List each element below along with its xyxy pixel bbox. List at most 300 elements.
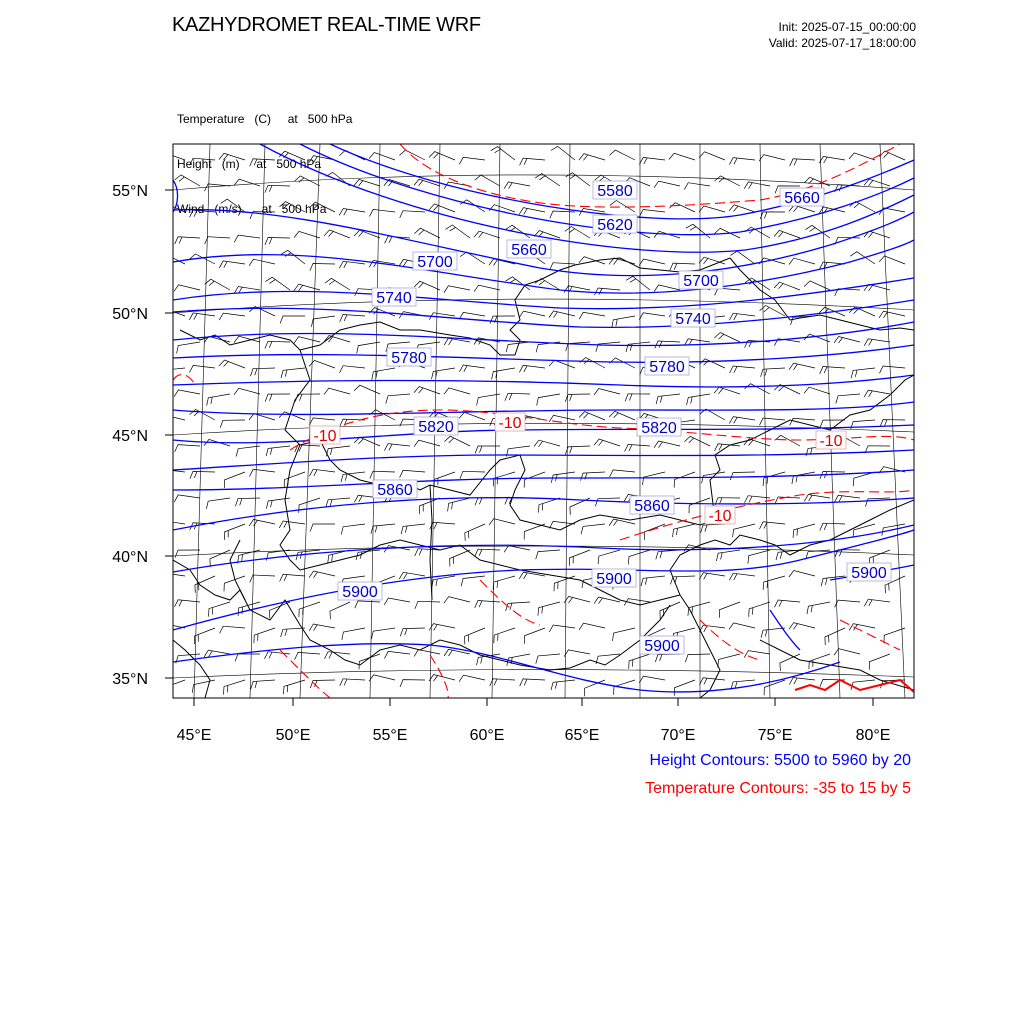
wind-barb	[384, 444, 410, 451]
wind-barb	[265, 652, 291, 659]
lon-label: 70°E	[660, 727, 696, 744]
wind-barb	[460, 471, 485, 478]
wind-barb	[159, 624, 185, 631]
wind-barb	[164, 680, 185, 696]
height-label: 5700	[683, 273, 719, 290]
wind-barb	[851, 368, 875, 378]
wind-barb	[265, 238, 290, 245]
wind-barb	[539, 498, 561, 513]
wind-barb	[609, 150, 635, 160]
wind-barb	[536, 654, 560, 664]
wind-barb	[219, 313, 245, 320]
wind-barb	[579, 623, 605, 630]
wind-barb	[220, 420, 245, 428]
wind-barb	[384, 598, 410, 605]
wind-barb	[339, 209, 365, 216]
wind-barb	[790, 418, 815, 425]
wind-barb	[699, 573, 725, 580]
wind-barb	[594, 439, 620, 446]
wind-barb	[294, 337, 320, 344]
wind-barb	[475, 175, 500, 186]
lat-label: 40°N	[112, 549, 148, 566]
wind-barb	[820, 367, 845, 374]
wind-barb	[579, 154, 605, 161]
height-label: 5900	[851, 565, 887, 582]
wind-barb	[760, 306, 785, 317]
wind-barb	[400, 211, 425, 218]
wind-barb	[864, 599, 890, 606]
wind-barb	[519, 311, 545, 318]
wind-barb	[234, 235, 260, 242]
wind-barb	[342, 628, 365, 640]
wind-barb	[849, 624, 875, 631]
wind-barb	[744, 182, 770, 189]
wind-barb	[759, 155, 785, 162]
wind-barb	[159, 153, 185, 160]
wind-barb	[254, 628, 275, 643]
wind-barb	[639, 210, 665, 217]
height-label: 5900	[342, 584, 378, 601]
lat-label: 50°N	[112, 306, 148, 323]
wind-barb	[820, 523, 845, 530]
wind-barb	[505, 225, 530, 238]
wind-barb	[744, 439, 770, 446]
map-title: KAZHYDROMET REAL-TIME WRF	[172, 14, 481, 36]
wind-barb	[565, 394, 590, 402]
wind-barb	[489, 519, 515, 526]
wind-barb	[279, 412, 305, 420]
wind-barb	[325, 278, 350, 290]
wind-barb	[670, 263, 695, 270]
wind-barb	[355, 601, 380, 608]
wind-barb	[687, 394, 711, 405]
wind-barb	[294, 284, 320, 291]
wind-barb	[656, 394, 680, 404]
height-label: 5740	[675, 311, 711, 328]
wind-barb	[206, 498, 230, 509]
temperature-label: -10	[708, 508, 732, 525]
wind-barb	[504, 546, 530, 553]
wind-barb	[834, 337, 860, 344]
wind-barb	[324, 388, 350, 394]
wind-barb	[444, 436, 470, 446]
wind-barb	[354, 179, 380, 186]
wind-barb	[579, 412, 605, 420]
wind-barb	[324, 230, 350, 238]
wind-barb	[220, 626, 245, 633]
wind-barb	[643, 472, 666, 485]
wind-barb	[189, 365, 215, 372]
wind-barb	[579, 312, 605, 319]
wind-barb	[609, 358, 635, 368]
wind-barb	[780, 654, 800, 671]
wind-barb	[340, 679, 365, 686]
wind-barb	[864, 390, 890, 397]
wind-barb	[744, 651, 770, 658]
lon-label: 65°E	[564, 727, 600, 744]
wind-barb	[549, 625, 575, 632]
wind-barb	[639, 157, 665, 164]
height-label: 5900	[644, 638, 680, 655]
wind-barb	[299, 498, 320, 513]
wind-barb	[354, 385, 380, 394]
wind-barb	[265, 185, 290, 192]
wind-barb	[688, 602, 710, 616]
wind-barb	[400, 680, 425, 687]
wind-barb	[729, 205, 755, 212]
lat-label: 45°N	[112, 428, 148, 445]
wind-barb	[864, 339, 890, 346]
wind-barb	[371, 524, 395, 534]
wind-barb	[448, 498, 470, 511]
wind-barb	[340, 315, 365, 322]
wind-barb	[415, 549, 440, 556]
wind-barb	[610, 201, 635, 213]
wind-barb	[507, 654, 530, 666]
wind-barb	[879, 256, 905, 264]
wind-barb	[804, 177, 830, 186]
wind-barb	[310, 418, 336, 425]
wind-barb	[159, 203, 185, 212]
wind-barb	[581, 524, 605, 534]
wind-barb	[399, 150, 425, 160]
wind-barb	[729, 573, 755, 580]
wind-barb	[731, 251, 756, 264]
wind-barb	[538, 602, 560, 616]
wind-barb	[655, 654, 680, 662]
wind-barb	[880, 366, 906, 373]
wind-barb	[654, 181, 680, 188]
field-wind: Wind (m/s) at 500 hPa	[177, 202, 327, 216]
wind-barb	[564, 596, 590, 603]
lon-label: 80°E	[855, 727, 891, 744]
wind-barb	[414, 281, 440, 290]
wind-barb	[429, 152, 455, 160]
wind-barb	[701, 524, 725, 533]
wind-barb	[524, 628, 545, 644]
wind-barb	[205, 237, 230, 244]
height-label: 5860	[377, 482, 413, 499]
wind-barb	[175, 550, 200, 558]
wind-barb	[629, 654, 650, 669]
temperature-label: -10	[498, 415, 522, 432]
wind-barb	[534, 440, 560, 447]
wind-barb	[309, 624, 335, 631]
wind-barb	[235, 498, 260, 506]
wind-barb	[729, 417, 755, 424]
wind-barb	[159, 573, 185, 580]
wind-barb	[879, 151, 905, 160]
wind-barb	[674, 472, 695, 488]
wind-barb	[280, 574, 305, 581]
temperature-label: -10	[313, 428, 337, 445]
wind-barb	[159, 470, 185, 477]
wind-barb	[309, 571, 335, 578]
wind-barb	[174, 285, 200, 292]
wind-barb	[685, 654, 710, 662]
wind-barb	[189, 313, 215, 320]
wind-barb	[190, 210, 216, 217]
wind-barb	[761, 628, 785, 638]
wind-barb	[294, 231, 320, 238]
wind-barb	[475, 549, 500, 556]
wind-barb	[250, 368, 275, 376]
wind-barb	[760, 522, 786, 529]
wind-barb	[519, 365, 545, 372]
wind-barb	[790, 159, 815, 166]
lat-label: 55°N	[112, 183, 148, 200]
height-label: 5700	[417, 254, 453, 271]
wind-barb	[371, 628, 395, 639]
height-label: 5660	[784, 190, 820, 207]
wind-barb	[205, 279, 230, 290]
wind-barb	[372, 368, 395, 380]
wind-barb	[234, 336, 260, 343]
wind-barb	[595, 288, 621, 295]
wind-barb	[494, 628, 515, 643]
wind-barb	[489, 205, 515, 212]
wind-barb	[235, 654, 260, 662]
wind-barb	[639, 313, 665, 320]
wind-barb	[804, 281, 830, 290]
height-label: 5780	[391, 350, 427, 367]
wind-barb	[612, 316, 635, 328]
wind-barb	[594, 389, 620, 396]
wind-barb	[283, 680, 305, 694]
wind-barb	[224, 524, 245, 540]
wind-barb	[174, 495, 200, 502]
wind-barb	[492, 368, 515, 379]
wind-barb	[281, 368, 305, 378]
wind-barb	[414, 387, 440, 395]
wind-barb	[234, 388, 260, 395]
wind-barb	[446, 225, 471, 238]
wind-barb	[789, 258, 815, 264]
wind-barb	[195, 576, 215, 593]
wind-barb	[733, 524, 755, 537]
wind-barb	[869, 654, 890, 670]
wind-barb	[853, 472, 875, 486]
wind-barb	[341, 524, 365, 535]
wind-barb	[465, 628, 485, 644]
graticule	[173, 144, 914, 698]
wind-barb	[564, 650, 590, 657]
wind-barb	[475, 601, 500, 608]
wind-barb	[459, 365, 485, 372]
wind-barbs	[159, 146, 905, 696]
wind-barb	[639, 259, 665, 266]
wind-barb	[849, 153, 875, 160]
wind-barb	[684, 436, 710, 446]
wind-barb	[190, 471, 215, 478]
wind-barb	[581, 472, 606, 481]
wind-barb	[729, 623, 755, 630]
lon-label: 45°E	[176, 727, 212, 744]
wind-barb	[610, 470, 636, 477]
wind-barb	[359, 654, 380, 669]
wind-barb	[774, 230, 800, 238]
wind-barb	[429, 624, 455, 631]
height-label: 5780	[649, 359, 685, 376]
wind-barb	[384, 546, 410, 553]
wind-barb	[504, 182, 530, 189]
wind-barb	[281, 250, 305, 264]
wind-barb	[192, 680, 215, 693]
wind-barb	[505, 393, 530, 400]
wind-barb	[310, 264, 335, 271]
wind-barb	[669, 153, 695, 160]
wind-barb	[175, 600, 201, 607]
wind-barb	[760, 212, 785, 219]
wind-barb	[654, 441, 680, 448]
wind-barb	[493, 576, 515, 590]
wind-barb	[309, 202, 335, 212]
wind-barb	[763, 576, 785, 590]
lat-label: 35°N	[112, 671, 148, 688]
wind-barb	[774, 282, 800, 290]
wind-barb	[459, 675, 485, 682]
wind-barb	[432, 576, 455, 588]
wind-barb	[205, 184, 231, 191]
wind-barb	[775, 600, 801, 607]
wind-barb	[225, 472, 246, 488]
wind-barb	[251, 680, 275, 689]
wind-barb	[879, 311, 905, 318]
wind-barb	[465, 524, 485, 541]
wind-barb	[295, 652, 320, 659]
wind-barb	[749, 602, 770, 617]
wind-barb	[326, 446, 350, 456]
wind-barb	[265, 341, 290, 348]
temperature-label: -10	[819, 433, 843, 450]
wind-barb	[159, 415, 185, 422]
wind-barb	[159, 521, 185, 528]
wind-barb	[429, 204, 455, 212]
wind-barb	[686, 224, 710, 238]
valid-time: Valid: 2025-07-17_18:00:00	[768, 36, 916, 50]
wind-barb	[265, 277, 290, 290]
wind-barb	[250, 159, 275, 166]
lon-label: 50°E	[275, 727, 311, 744]
height-label: 5820	[641, 420, 677, 437]
wind-barb	[309, 360, 335, 368]
wind-barb	[519, 208, 545, 215]
wind-barb	[506, 602, 530, 611]
wind-barb	[625, 394, 650, 402]
wind-barb	[537, 394, 560, 405]
wind-barb	[789, 623, 815, 630]
wind-barb	[804, 387, 830, 394]
wind-barb	[280, 316, 305, 324]
wind-barb	[369, 153, 395, 161]
wind-barb	[673, 524, 696, 537]
wind-barb	[524, 524, 545, 540]
wind-barb	[175, 237, 200, 244]
wind-barb	[864, 179, 890, 186]
height-labels	[338, 181, 891, 655]
field-temperature: Temperature (C) at 500 hPa	[177, 112, 353, 126]
wind-barb	[551, 680, 575, 690]
wind-barb	[414, 440, 440, 446]
wind-barb	[699, 359, 725, 368]
wind-barb	[715, 176, 741, 186]
wind-barb	[175, 175, 200, 186]
wind-barb	[444, 388, 470, 394]
wind-barb	[748, 550, 770, 564]
wind-barb	[310, 524, 335, 532]
wind-barb	[280, 202, 306, 212]
wind-barb	[729, 158, 755, 165]
wind-barb	[219, 153, 245, 160]
wind-barb	[700, 678, 726, 685]
wind-barb	[369, 209, 395, 216]
wind-barb	[266, 446, 290, 456]
wind-barb	[224, 680, 246, 695]
wind-barb	[656, 550, 680, 559]
wind-barb	[249, 469, 275, 476]
wind-barb	[330, 602, 350, 619]
wind-barb	[645, 524, 666, 540]
wind-barb	[520, 158, 545, 165]
wind-barb	[714, 387, 740, 394]
wind-barb	[490, 679, 515, 686]
wind-barb	[565, 446, 590, 454]
wind-barb	[369, 675, 395, 682]
wind-barb	[450, 550, 470, 567]
wind-barb	[177, 342, 200, 353]
wind-barb	[569, 550, 590, 566]
wind-barb	[549, 311, 575, 318]
wind-barb	[836, 394, 860, 404]
height-label: 5860	[634, 498, 670, 515]
height-label: 5580	[597, 183, 633, 200]
wind-barb	[625, 444, 650, 451]
wind-barb	[400, 628, 425, 636]
wind-barb	[474, 285, 500, 292]
wind-barb	[195, 628, 216, 644]
wind-barb	[825, 628, 845, 645]
wind-barb	[219, 360, 245, 368]
wind-barb	[401, 524, 425, 534]
wind-barb	[628, 550, 650, 565]
wind-barb	[459, 412, 485, 420]
wind-barb	[714, 333, 740, 343]
wind-barb	[249, 519, 275, 526]
wind-barb	[669, 203, 695, 212]
wind-barb	[819, 156, 845, 163]
wind-barb	[459, 157, 485, 164]
wind-barb	[386, 394, 410, 404]
wind-barb	[419, 498, 440, 514]
height-label: 5820	[418, 419, 454, 436]
wind-barb	[339, 150, 365, 160]
height-legend: Height Contours: 5500 to 5960 by 20	[649, 752, 911, 769]
wind-barb	[524, 472, 545, 488]
wind-barb	[475, 498, 500, 505]
wind-barb	[835, 600, 860, 607]
wind-barb	[730, 366, 756, 373]
height-contours	[173, 144, 914, 692]
wind-barb	[400, 470, 425, 477]
wind-barb	[209, 602, 231, 617]
wind-barb	[789, 678, 815, 685]
wind-barb	[460, 200, 485, 212]
wind-barb	[609, 411, 635, 420]
wind-barb	[834, 649, 860, 656]
wind-barb	[730, 472, 755, 480]
wind-barb	[550, 211, 575, 218]
wind-barb	[536, 550, 560, 559]
